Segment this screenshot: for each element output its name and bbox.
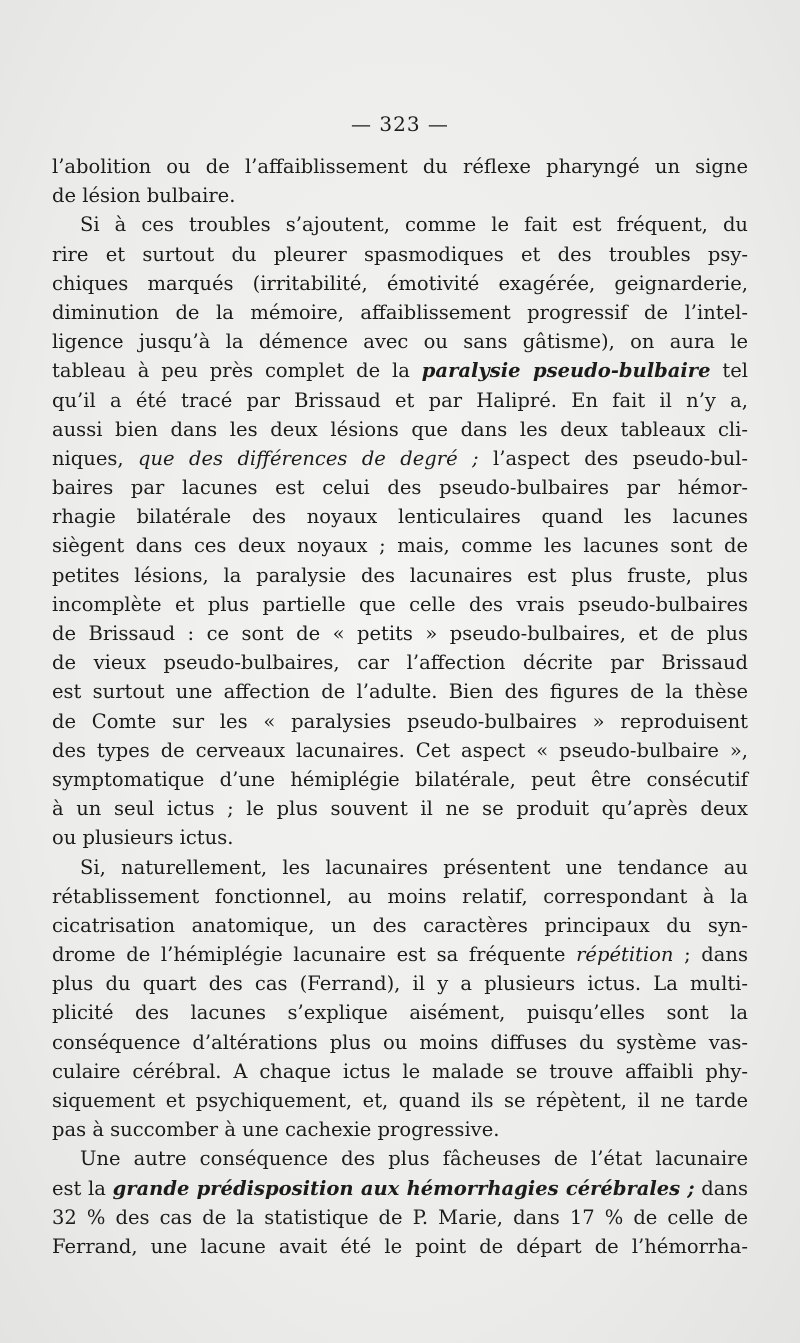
text-line: qu’il a été tracé par Brissaud et par Halipré. En fait il n’y a,	[52, 388, 748, 412]
text-line: de vieux pseudo-bulbaires, car l’affection décrite par Brissaud	[52, 651, 748, 675]
text-line: siègent dans ces deux noyaux ; mais, comme les lacunes sont de	[52, 534, 748, 558]
text-run: niques,	[52, 446, 138, 470]
paragraph-2	[52, 210, 748, 852]
text-line: de Brissaud : ce sont de « petits » pseudo-bulbaires, et de plus	[52, 622, 748, 645]
text-line: Ferrand, une lacune avait été le point de départ de l’hémorrha-	[52, 1234, 748, 1258]
text-line: rire et surtout du pleurer spasmodiques et des troubles psy-	[52, 242, 748, 266]
text-line	[52, 356, 748, 385]
text-line: rhagie bilatérale des noyaux lenticulaires quand les lacunes	[52, 505, 748, 529]
text-line: à un seul ictus ; le plus souvent il ne se produit qu’après deux	[52, 797, 748, 821]
text-line: ligence jusqu’à la démence avec ou sans gâtisme), on aura le	[52, 330, 748, 354]
text-line: incomplète et plus partielle que celle des vrais pseudo-bulbaires	[52, 592, 748, 616]
text-line: 32 % des cas de la statistique de P. Marie, dans 17 % de celle de	[52, 1205, 748, 1229]
text-line	[52, 1174, 748, 1203]
text-line: conséquence d’altérations plus ou moins diffuses du système vas-	[52, 1030, 748, 1054]
text-line: siquement et psychiquement, et, quand ils se répètent, il ne tarde	[52, 1089, 748, 1112]
text-line: petites lésions, la paralysie des lacunaires est plus fruste, plus	[52, 563, 748, 587]
text-line: Si, naturellement, les lacunaires présentent une tendance au	[80, 855, 748, 879]
text-line: des types de cerveaux lacunaires. Cet aspect « pseudo-bulbaire »,	[52, 738, 748, 762]
text-line: plicité des lacunes s’explique aisément, puisqu’elles sont la	[52, 1001, 748, 1025]
text-line: diminution de la mémoire, affaiblissement progressif de l’intel-	[52, 300, 748, 324]
text-line	[52, 940, 748, 969]
text-run: l’aspect des pseudo-bul-	[478, 446, 748, 470]
emphasis-paralysie-pseudo-bulbaire: paralysie pseudo-bulbaire	[421, 359, 711, 383]
emphasis-differences-de-degre: que des différences de degré ;	[138, 446, 479, 470]
text-run: tel	[710, 359, 748, 383]
body-text	[52, 152, 748, 1261]
text-run: drome de l’hémiplégie lacunaire est sa fréquente	[52, 943, 577, 967]
text-line: ou plusieurs ictus.	[52, 826, 234, 850]
paragraph-1	[52, 152, 748, 210]
text-line: baires par lacunes est celui des pseudo-bulbaires par hémor-	[52, 476, 748, 500]
text-line	[52, 444, 748, 473]
text-line: pas à succomber à une cachexie progressive.	[52, 1118, 500, 1142]
text-line: cicatrisation anatomique, un des caractères principaux du syn-	[52, 913, 748, 937]
text-line: plus du quart des cas (Ferrand), il y a plusieurs ictus. La multi-	[52, 972, 748, 996]
text-run: tableau à peu près complet de la	[52, 359, 422, 383]
text-line: aussi bien dans les deux lésions que dans les deux tableaux cli-	[52, 417, 748, 441]
text-line: l’abolition ou de l’affaiblissement du réflexe pharyngé un signe	[52, 155, 748, 178]
text-line: rétablissement fonctionnel, au moins relatif, correspondant à la	[52, 884, 748, 908]
emphasis-grande-predisposition: grande prédisposition aux hémorrhagies cérébrales ;	[112, 1176, 695, 1200]
text-line: est surtout une affection de l’adulte. Bien des figures de la thèse	[52, 680, 748, 704]
text-line: Si à ces troubles s’ajoutent, comme le fait est fréquent, du	[80, 213, 748, 237]
text-run: ; dans	[673, 943, 748, 967]
paragraph-3	[52, 853, 748, 1145]
text-line: culaire cérébral. A chaque ictus le malade se trouve affaibli phy-	[52, 1059, 748, 1083]
text-line: de lésion bulbaire.	[52, 184, 236, 208]
text-line: Une autre conséquence des plus fâcheuses de l’état lacunaire	[80, 1147, 748, 1171]
text-run: est la	[52, 1176, 113, 1200]
emphasis-repetition: répétition	[576, 943, 674, 967]
paragraph-4	[52, 1144, 748, 1261]
text-line: symptomatique d’une hémiplégie bilatérale, peut être consécutif	[52, 767, 748, 791]
text-run: dans	[694, 1176, 748, 1200]
page-number: — 323 —	[351, 112, 449, 136]
text-line: chiques marqués (irritabilité, émotivité exagérée, geignarderie,	[52, 271, 748, 295]
text-line: de Comte sur les « paralysies pseudo-bulbaires » reproduisent	[52, 709, 748, 733]
